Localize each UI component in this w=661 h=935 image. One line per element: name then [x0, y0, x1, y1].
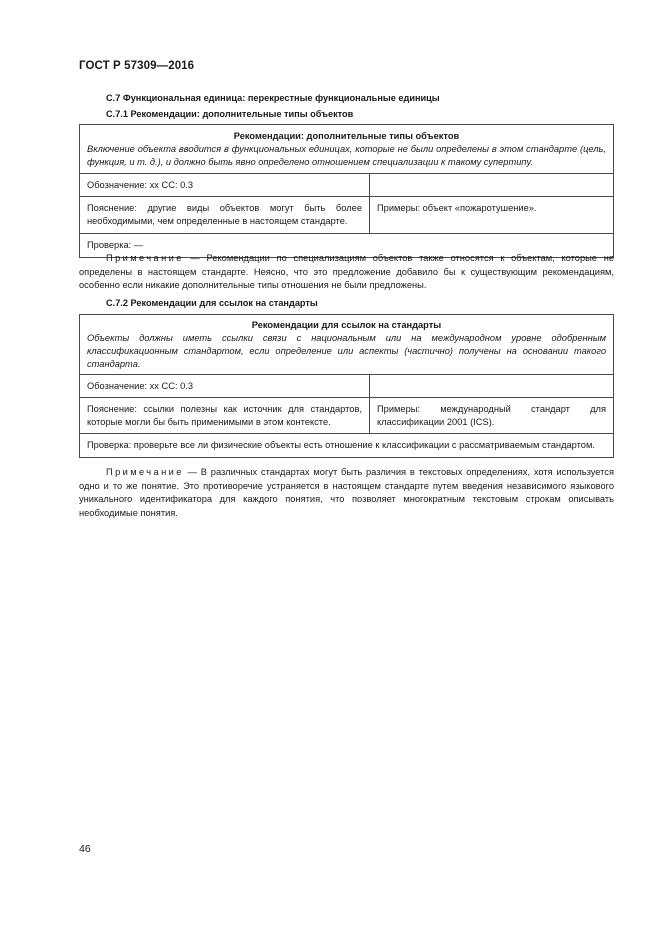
explanation-cell: Пояснение: другие виды объектов могут быть более необходимыми, чем определенные в настоящем стандарте.: [80, 197, 370, 233]
note-label: Примечание: [106, 467, 184, 477]
recommendation-table-standards-references: [79, 314, 614, 458]
table-row: [80, 433, 613, 457]
designation-cell: Обозначение: xx CC: 0.3: [80, 174, 370, 196]
note-label: Примечание: [106, 253, 184, 263]
table-row: [80, 196, 613, 233]
table-statement: Объекты должны иметь ссылки связи с национальным или на международном уровне одобренным классификационным стандартом, если определение или аспекты (частично) получены на основании такого стандарта.: [87, 333, 606, 369]
note-paragraph: [79, 252, 614, 293]
table-row: [80, 173, 613, 196]
section-c72-heading: С.7.2 Рекомендации для ссылок на стандарты: [106, 298, 318, 308]
designation-cell: Обозначение: xx CC: 0.3: [80, 375, 370, 397]
section-c71-heading: С.7.1 Рекомендации: дополнительные типы объектов: [106, 109, 354, 119]
note-text: — Рекомендации по специализациям объектов также относятся к объектам, которые не определены в настоящем стандарте. Неясно, что это предложение добавило бы к существующим рекомендациям, особенно если никакие дополнительные типы отношения не были предложены.: [79, 253, 614, 290]
recommendation-table-object-types: [79, 124, 614, 258]
document-header: ГОСТ Р 57309—2016: [79, 60, 195, 72]
example-cell: Примеры: объект «пожаротушение».: [377, 203, 537, 213]
check-cell: Проверка: проверьте все ли физические объекты есть отношение к классификации с рассматриваемым стандартом.: [87, 440, 595, 450]
section-c7-heading: С.7 Функциональная единица: перекрестные функциональные единицы: [106, 93, 440, 103]
explanation-cell: Пояснение: ссылки полезны как источник для стандартов, которые могли бы быть применимыми в этом контексте.: [80, 398, 370, 433]
table-header-row: [80, 125, 613, 173]
table-title: Рекомендации: дополнительные типы объектов: [233, 131, 460, 141]
table-statement: Включение объекта вводится в функциональных единицах, которые не были определены в этом стандарте (цель, функция, и т. д.), и должно быть явно определено отношением специализации к такому супертипу.: [87, 144, 606, 167]
table-header-row: [80, 315, 613, 374]
table-title: Рекомендации для ссылок на стандарты: [251, 320, 442, 330]
table-row: [80, 374, 613, 397]
note-text: — В различных стандартах могут быть различия в текстовых определениях, хотя используется одно и то же понятие. Это противоречие устраняется в настоящем стандарте путем введения независимого языкового уникального идентификатора для каждого понятия, что позволяет многократным текстовым строкам описывать необходимые понятия.: [79, 467, 614, 518]
check-cell: Проверка: —: [87, 240, 144, 250]
table-row: [80, 397, 613, 433]
example-cell: Примеры: международный стандарт для классификации 2001 (ICS).: [377, 404, 606, 427]
note-paragraph: [79, 466, 614, 520]
page-number: 46: [79, 843, 91, 855]
